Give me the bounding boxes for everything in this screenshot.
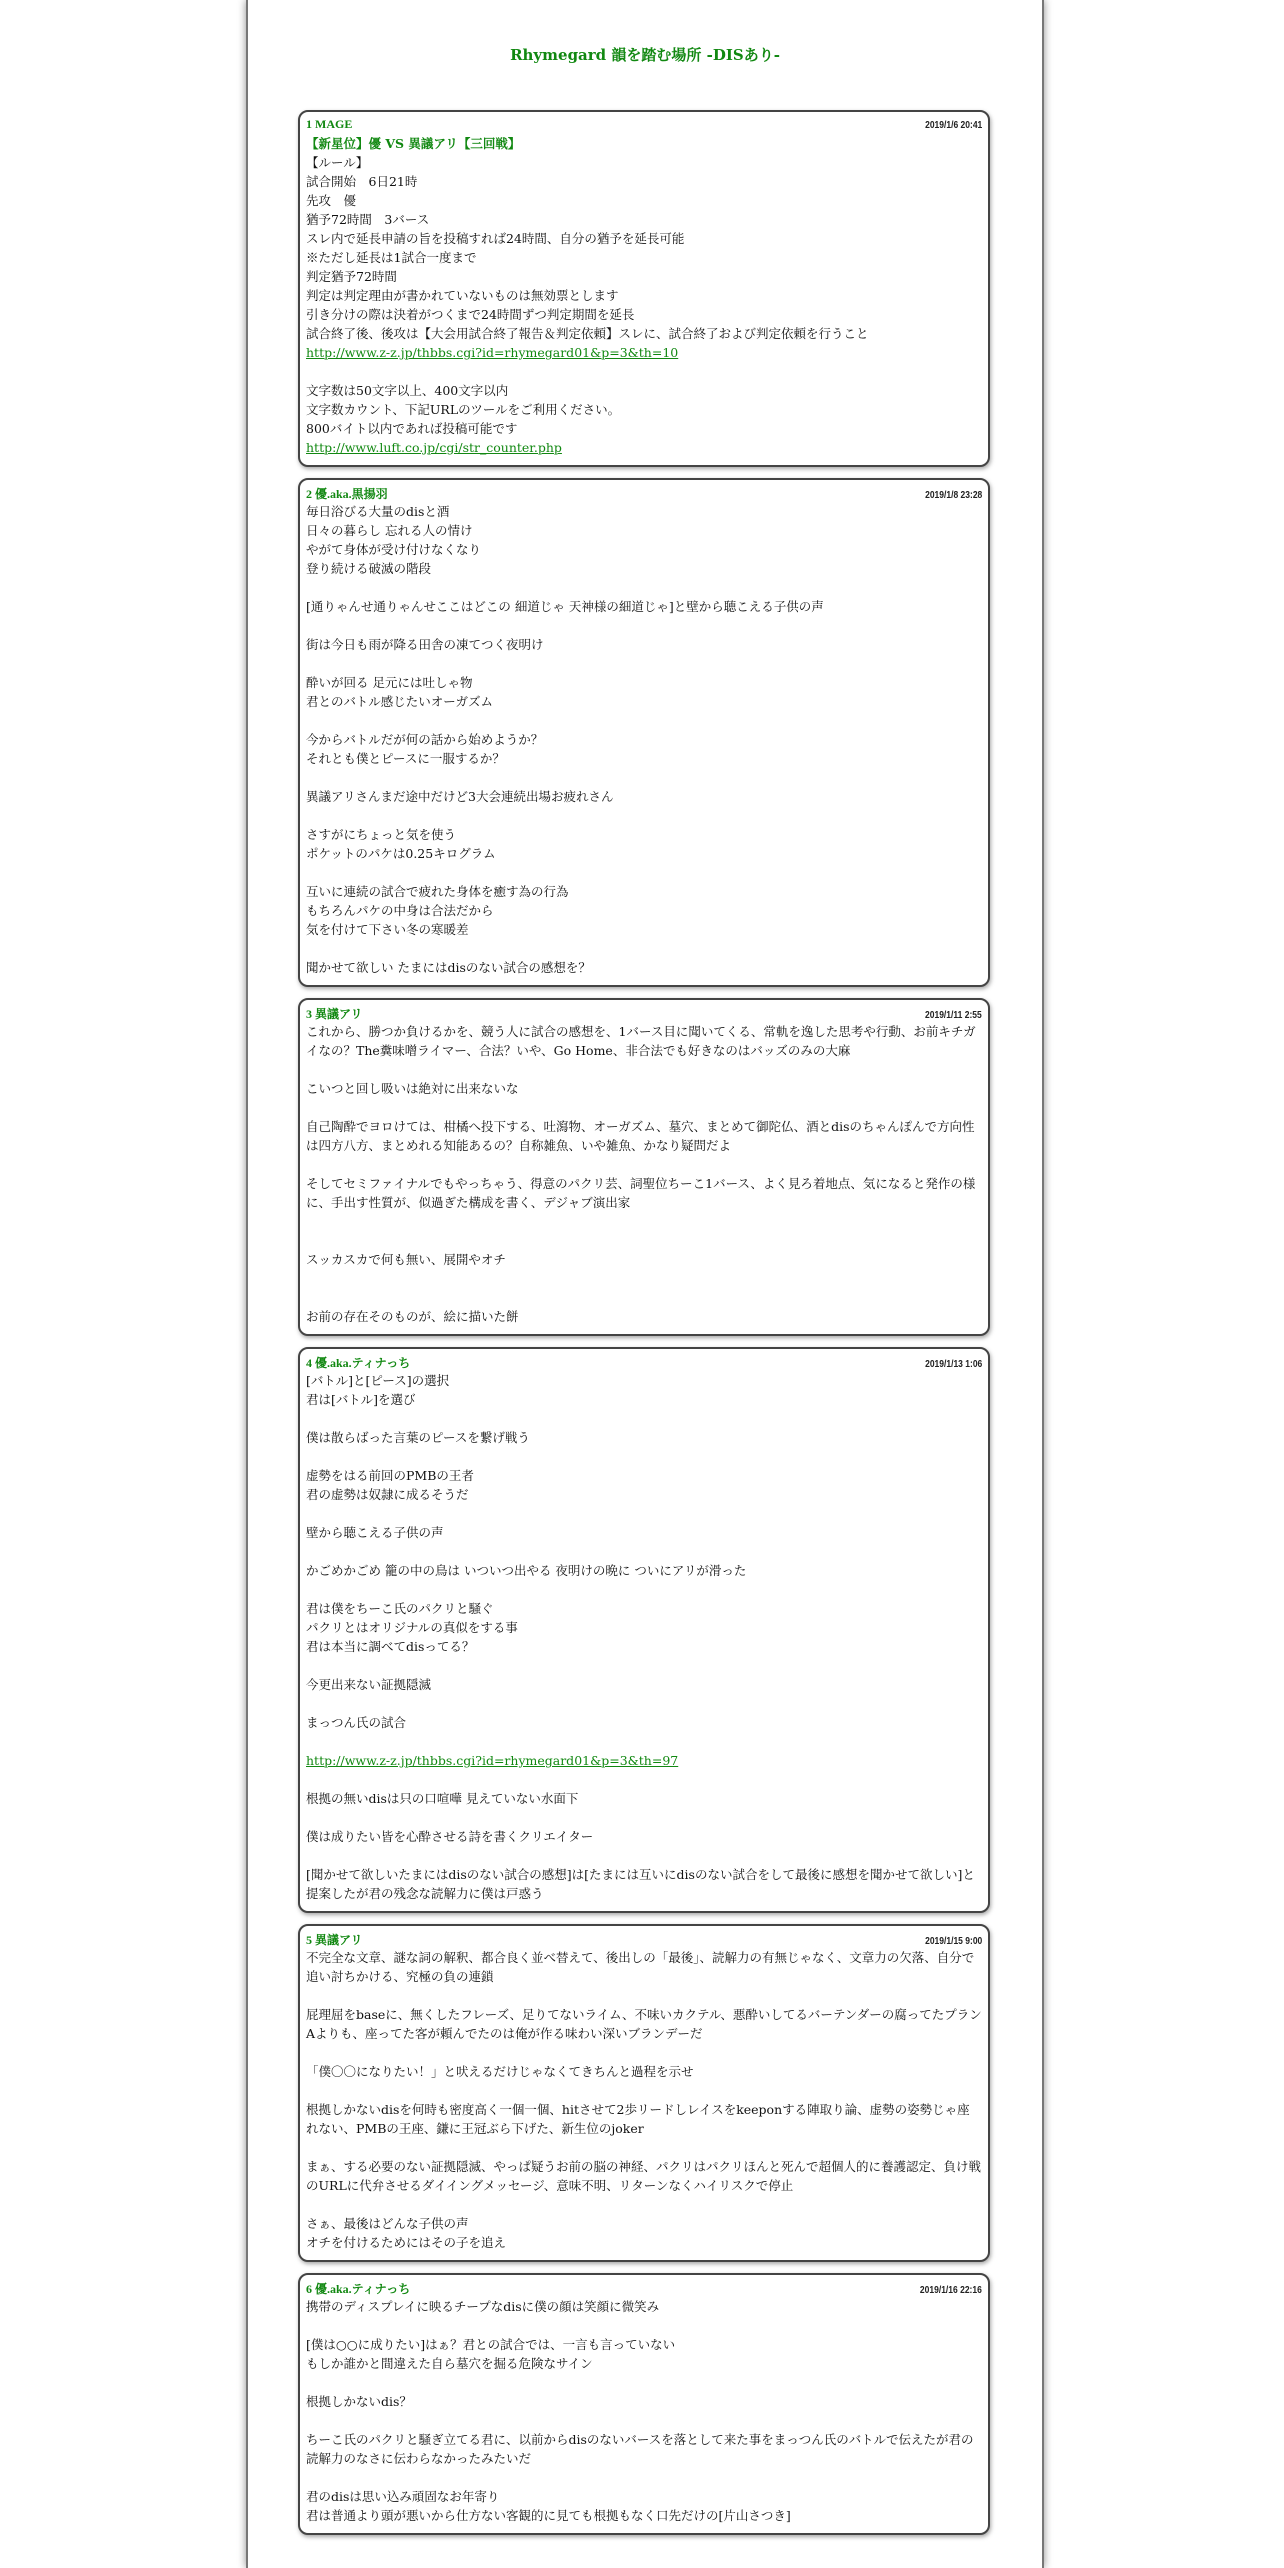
- post-body: [306, 1371, 982, 1903]
- post-line: 君の虚勢は奴隷に成るそうだ: [306, 1487, 469, 1502]
- post-line: [通りゃんせ通りゃんせここはどこの 細道じゃ 天神様の細道じゃ]と壁から聴こえる子供の声: [306, 599, 824, 614]
- post-line: [306, 1986, 982, 2005]
- post-line: スレ内で延長申請の旨を投稿すれば24時間、自分の猶予を延長可能: [306, 231, 685, 246]
- post-author-name[interactable]: MAGE: [315, 117, 353, 131]
- post-line: [306, 654, 982, 673]
- post-line: [306, 2138, 982, 2157]
- post-line: [306, 1504, 982, 1523]
- post-header: [306, 1354, 982, 1371]
- post-line: さすがにちょっと気を使う: [306, 827, 457, 842]
- post-line: 壁から聴こえる子供の声: [306, 1525, 444, 1540]
- post-line: 屁理屈をbaseに、無くしたフレーズ、足りてないライム、不味いカクテル、悪酔いしてるバーテンダーの腐ってたプランAよりも、座ってた客が頼んでたのは俺が作る味わい深いブランデーだ: [306, 2007, 982, 2041]
- post-number: 1: [306, 117, 312, 131]
- post-line: 君は普通より頭が悪いから仕方ない客観的に見ても根拠もなく口先だけの[片山さつき]: [306, 2508, 791, 2523]
- post-line: [306, 1656, 982, 1675]
- post-line: 日々の暮らし 忘れる人の情け: [306, 523, 473, 538]
- post-body: [306, 1948, 982, 2252]
- post-line: [306, 362, 982, 381]
- post-6: [298, 2273, 990, 2535]
- post-line: 不完全な文章、謎な詞の解釈、都合良く並べ替えて、後出しの「最後」、読解力の有無じゃなく、文章力の欠落、自分で追い討ちかける、究極の負の連鎖: [306, 1950, 975, 1984]
- post-line: 僕は成りたい皆を心酔させる詩を書くクリエイター: [306, 1829, 594, 1844]
- post-author-name[interactable]: 優.aka.黒揚羽: [315, 487, 388, 501]
- post-line: [306, 1288, 982, 1307]
- post-line: 街は今日も雨が降る田舎の凍てつく夜明け: [306, 637, 544, 652]
- post-line: [306, 1846, 982, 1865]
- post-line: [僕は○○に成りたい]はぁ？君との試合では、一言も言っていない: [306, 2337, 676, 2352]
- post-line: [306, 616, 982, 635]
- post-line: パクリとはオリジナルの真似をする事: [306, 1620, 518, 1635]
- post-line: 文字数カウント、下記URLのツールをご利用ください。: [306, 402, 621, 417]
- post-line: お前の存在そのものが、絵に描いた餅: [306, 1309, 519, 1324]
- post-line: これから、勝つか負けるかを、競う人に試合の感想を、1バース目に聞いてくる、常軌を逸した思考や行動、お前キチガイなの？The糞味噌ライマー、合法？いや、Go Home、非合法でも好きなのはバッズのみの大麻: [306, 1024, 976, 1058]
- post-2: [298, 478, 990, 987]
- post-line: 君とのバトル感じたいオーガズム: [306, 694, 494, 709]
- post-line: [306, 1447, 982, 1466]
- post-date: 2019/1/16 22:16: [920, 2285, 982, 2296]
- post-author-name[interactable]: 異議アリ: [315, 1933, 363, 1947]
- post-line: [306, 1770, 982, 1789]
- post-line: [306, 1409, 982, 1428]
- post-line: 文字数は50文字以上、400文字以内: [306, 383, 509, 398]
- post-line: [306, 768, 982, 787]
- post-line: [306, 1694, 982, 1713]
- post-line: まぁ、する必要のない証拠隠滅、やっぱ疑うお前の脳の神経、パクリはパクリほんと死んで超個人的に養護認定、負け戦のURLに代弁させるダイイングメッセージ、意味不明、リターンなくハイリスクで停止: [306, 2159, 982, 2193]
- post-line: 猶予72時間 3バース: [306, 212, 430, 227]
- post-body: [306, 502, 982, 977]
- post-line: [306, 1231, 982, 1250]
- post-line: 試合開始 6日21時: [306, 174, 418, 189]
- site-title: Rhymegard 韻を踏む場所 -DISあり-: [510, 46, 780, 64]
- post-line: さぁ、最後はどんな子供の声: [306, 2216, 469, 2231]
- post-line: [306, 1808, 982, 1827]
- post-line: [306, 1060, 982, 1079]
- post-line: [306, 343, 982, 362]
- post-header: [306, 1005, 982, 1022]
- post-line: 君のdisは思い込み頑固なお年寄り: [306, 2489, 500, 2504]
- post-line: 虚勢をはる前回のPMBの王者: [306, 1468, 474, 1483]
- post-author[interactable]: [306, 1931, 363, 1948]
- post-line: [306, 1751, 982, 1770]
- post-line: 登り続ける破滅の階段: [306, 561, 432, 576]
- post-number: 4: [306, 1356, 312, 1370]
- post-line: [306, 1269, 982, 1288]
- post-line: 試合終了後、後攻は【大会用試合終了報告＆判定依頼】スレに、試合終了および判定依頼を行うこと: [306, 326, 869, 341]
- post-date: 2019/1/13 1:06: [924, 1359, 982, 1370]
- post-line: 僕は散らばった言葉のピースを繋げ戦う: [306, 1430, 530, 1445]
- post-line: 自己陶酔でヨロけては、柑橘へ投下する、吐瀉物、オーガズム、墓穴、まとめて御陀仏、酒とdisのちゃんぽんで方向性は四方八方、まとめれる知能あるの？自称雑魚、いや雑魚、かなり疑問だよ: [306, 1119, 975, 1153]
- post-date: 2019/1/8 23:28: [924, 490, 982, 501]
- post-body: [306, 134, 982, 457]
- post-line: [306, 2081, 982, 2100]
- post-date: 2019/1/11 2:55: [925, 1010, 982, 1021]
- post-line: オチを付けるためにはその子を追え: [306, 2235, 507, 2250]
- post-link[interactable]: http://www.luft.co.jp/cgi/str_counter.php: [306, 440, 562, 455]
- post-line: もちろんパケの中身は合法だから: [306, 903, 494, 918]
- thread-page: [246, 0, 1044, 2568]
- post-line: 互いに連続の試合で疲れた身体を癒す為の行為: [306, 884, 569, 899]
- post-number: 6: [306, 2282, 312, 2296]
- post-author[interactable]: [306, 117, 352, 132]
- post-list: [248, 110, 1042, 2535]
- post-line: [306, 806, 982, 825]
- post-header: [306, 117, 982, 134]
- post-3: [298, 998, 990, 1336]
- post-1: [298, 110, 990, 467]
- post-line: ポケットのパケは0.25キログラム: [306, 846, 496, 861]
- post-line: [306, 1580, 982, 1599]
- post-author-name[interactable]: 異議アリ: [315, 1007, 363, 1021]
- post-line: こいつと回し吸いは絶対に出来ないな: [306, 1081, 519, 1096]
- post-body: [306, 2297, 982, 2525]
- post-link[interactable]: http://www.z-z.jp/thbbs.cgi?id=rhymegard01&p=3&th=97: [306, 1753, 679, 1768]
- post-line: [306, 438, 982, 457]
- post-line: 君は本当に調べてdisってる？: [306, 1639, 475, 1654]
- post-line: 根拠しかないdisを何時も密度高く一個一個、hitさせて2歩リードしレイスをkeeponする陣取り論、虚勢の姿勢じゃ座れない、PMBの王座、鎌に王冠ぶら下げた、新生位のjoker: [306, 2102, 970, 2136]
- post-line: [306, 1542, 982, 1561]
- post-line: [306, 2373, 982, 2392]
- post-line: [306, 1155, 982, 1174]
- post-line: まっつん氏の試合: [306, 1715, 407, 1730]
- post-header: [306, 485, 982, 502]
- post-number: 5: [306, 1933, 312, 1947]
- post-line: もしか誰かと間違えた自ら墓穴を掘る危険なサイン: [306, 2356, 593, 2371]
- post-line: かごめかごめ 籠の中の鳥は いついつ出やる 夜明けの晩に ついにアリが滑った: [306, 1563, 747, 1578]
- thread-subject: 【新星位】優 VS 異議アリ【三回戦】: [306, 136, 521, 151]
- post-header: [306, 2280, 982, 2297]
- post-line: [306, 1212, 982, 1231]
- post-line: [306, 863, 982, 882]
- post-line: 聞かせて欲しい たまにはdisのない試合の感想を？: [306, 960, 591, 975]
- post-line: やがて身体が受け付けなくなり: [306, 542, 482, 557]
- post-line: 引き分けの際は決着がつくまで24時間ずつ判定期間を延長: [306, 307, 635, 322]
- post-author-name[interactable]: 優.aka.ティナっち: [315, 2282, 411, 2296]
- post-line: 今更出来ない証拠隠滅: [306, 1677, 432, 1692]
- post-author-name[interactable]: 優.aka.ティナっち: [315, 1356, 411, 1370]
- post-line: [バトル]と[ピース]の選択: [306, 1373, 450, 1388]
- post-line: [306, 711, 982, 730]
- post-line: [306, 1732, 982, 1751]
- post-line: [306, 2411, 982, 2430]
- post-line: [306, 578, 982, 597]
- post-line: 【ルール】: [306, 155, 369, 170]
- post-line: [306, 2195, 982, 2214]
- post-line: 根拠しかないdis？: [306, 2394, 412, 2409]
- post-line: [306, 2043, 982, 2062]
- post-line: 気を付けて下さい冬の寒暖差: [306, 922, 469, 937]
- post-line: [306, 2316, 982, 2335]
- post-line: 判定は判定理由が書かれていないものは無効票とします: [306, 288, 619, 303]
- post-author[interactable]: [306, 2280, 410, 2297]
- post-line: 異議アリさんまだ途中だけど3大会連続出場お疲れさん: [306, 789, 614, 804]
- post-header: [306, 1931, 982, 1948]
- post-line: [306, 1098, 982, 1117]
- post-line: 携帯のディスプレイに映るチープなdisに僕の顔は笑顔に微笑み: [306, 2299, 660, 2314]
- post-line: [306, 2468, 982, 2487]
- post-line: 800バイト以内であれば投稿可能です: [306, 421, 518, 436]
- post-line: 先攻 優: [306, 193, 357, 208]
- post-line: 君は[バトル]を選び: [306, 1392, 416, 1407]
- post-line: ※ただし延長は1試合一度まで: [306, 250, 477, 265]
- post-number: 2: [306, 487, 312, 501]
- post-line: スッカスカで何も無い、展開やオチ: [306, 1252, 506, 1267]
- post-line: 「僕〇〇になりたい！」と吠えるだけじゃなくてきちんと過程を示せ: [306, 2064, 694, 2079]
- post-line: 今からバトルだが何の話から始めようか？: [306, 732, 544, 747]
- post-line: 毎日浴びる大量のdisと酒: [306, 504, 450, 519]
- post-line: [306, 939, 982, 958]
- post-line: 判定猶予72時間: [306, 269, 397, 284]
- post-body: [306, 1022, 982, 1326]
- post-author[interactable]: [306, 485, 388, 502]
- post-line: それとも僕とピースに一服するか？: [306, 751, 505, 766]
- post-line: 君は僕をちーこ氏のパクリと騒ぐ: [306, 1601, 494, 1616]
- post-date: 2019/1/6 20:41: [924, 120, 982, 131]
- post-link[interactable]: http://www.z-z.jp/thbbs.cgi?id=rhymegard01&p=3&th=10: [306, 345, 679, 360]
- post-line: 酔いが回る 足元には吐しゃ物: [306, 675, 473, 690]
- post-author[interactable]: [306, 1005, 363, 1022]
- post-line: そしてセミファイナルでもやっちゃう、得意のパクリ芸、詞聖位ちーこ1バース、よく見ろ着地点、気になると発作の様に、手出す性質が、似過ぎた構成を書く、デジャブ演出家: [306, 1176, 976, 1210]
- post-date: 2019/1/15 9:00: [924, 1936, 982, 1947]
- post-author[interactable]: [306, 1354, 410, 1371]
- post-line: ちーこ氏のパクリと騒ぎ立てる君に、以前からdisのないバースを落として来た事をまっつん氏のバトルで伝えたが君の読解力のなさに伝わらなかったみたいだ: [306, 2432, 974, 2466]
- post-line: 根拠の無いdisは只の口喧嘩 見えていない水面下: [306, 1791, 579, 1806]
- post-4: [298, 1347, 990, 1913]
- post-number: 3: [306, 1007, 312, 1021]
- post-5: [298, 1924, 990, 2262]
- post-line: [聞かせて欲しいたまにはdisのない試合の感想]は[たまには互いにdisのない試合をして最後に感想を聞かせて欲しい]と提案したが君の残念な読解力に僕は戸惑う: [306, 1867, 975, 1901]
